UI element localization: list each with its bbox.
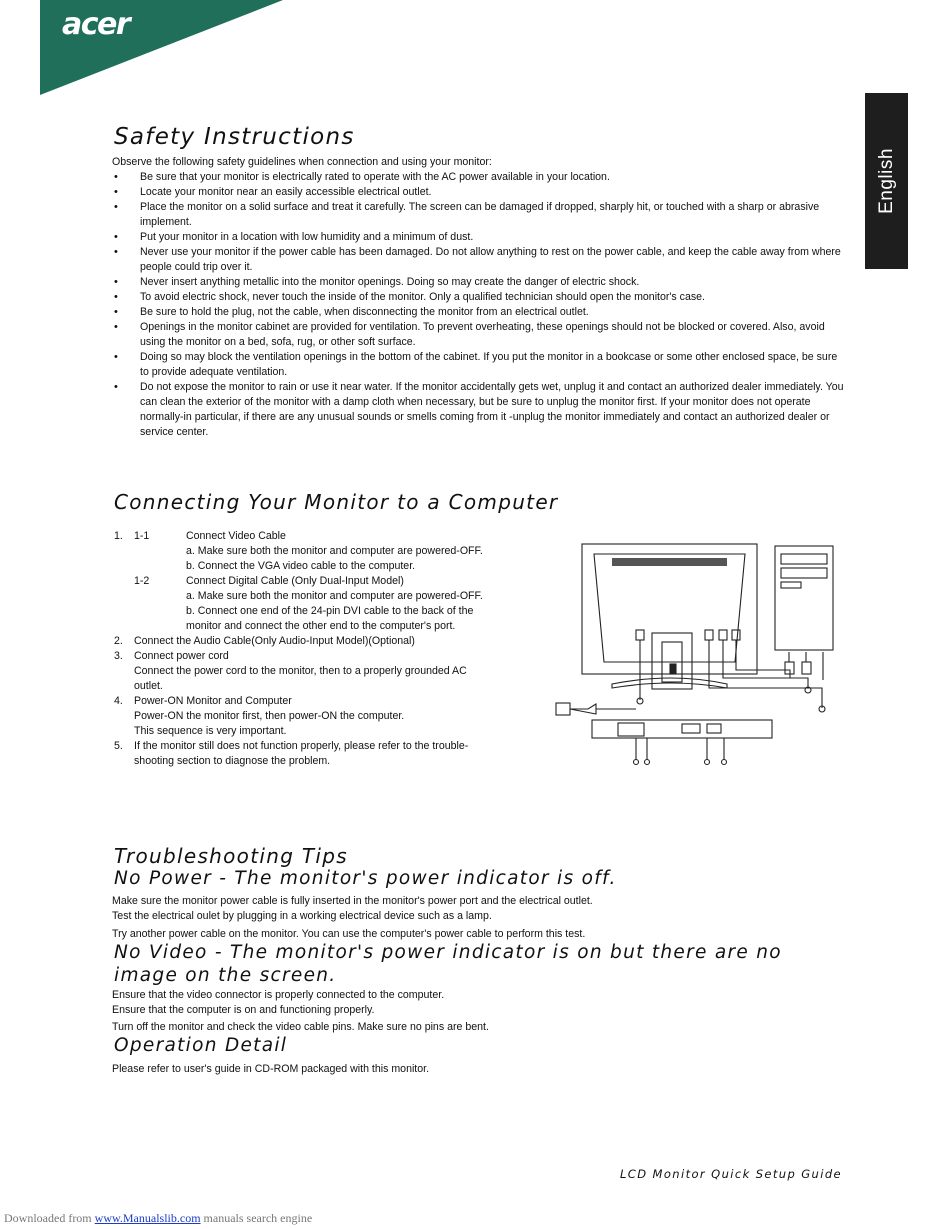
step-number: 4. (114, 695, 123, 707)
no-video-line: Ensure that the video connector is properly connected to the computer. (112, 989, 445, 1001)
step-row (114, 634, 564, 649)
step-row (114, 649, 564, 664)
step-text: b. Connect one end of the 24-pin DVI cable to the back of the (186, 605, 474, 617)
connecting-title: Connecting Your Monitor to a Computer (114, 490, 559, 514)
language-tab (865, 93, 908, 269)
step-text: Connect Video Cable (186, 530, 286, 542)
step-text: b. Connect the VGA video cable to the computer. (186, 560, 416, 572)
step-number: 3. (114, 650, 123, 662)
guide-title-footer: LCD Monitor Quick Setup Guide (620, 1167, 842, 1181)
manualslib-link[interactable]: www.Manualslib.com (94, 1211, 201, 1225)
step-text: Connect the power cord to the monitor, then to a properly grounded AC (134, 665, 467, 677)
language-tab-label: English (875, 148, 897, 214)
no-power-line: Test the electrical oulet by plugging in a working electrical device such as a lamp. (112, 910, 492, 922)
step-row (114, 664, 564, 679)
step-text: monitor and connect the other end to the computer's port. (186, 620, 456, 632)
step-row (114, 574, 564, 589)
safety-list (114, 170, 844, 440)
step-row (114, 529, 564, 544)
step-row (114, 724, 564, 739)
step-row (114, 754, 564, 769)
step-row (114, 679, 564, 694)
step-sub-number: 1-2 (134, 575, 150, 587)
list-item: • Do not expose the monitor to rain or use it near water. If the monitor accidentally gets wet, unplug it and contact an authorized dealer immediately. You can clean the exterior of the monitor with a damp cloth when necessary, but be sure to unplug the monitor first. If your monitor does not operate normally-in particular, if there are any unusual sounds or smells coming from it -unplug the monitor immediately and contact an authorized dealer or service center. (114, 380, 844, 440)
list-item: • Never insert anything metallic into the monitor openings. Doing so may create the danger of electric shock. (114, 275, 844, 290)
step-text: outlet. (134, 680, 163, 692)
download-suffix: manuals search engine (203, 1211, 313, 1225)
step-text: Connect power cord (134, 650, 229, 662)
step-text: Power-ON Monitor and Computer (134, 695, 292, 707)
step-row (114, 709, 564, 724)
list-item: • Never use your monitor if the power cable has been damaged. Do not allow anything to rest on the power cable, and keep the cable away from where people could trip over it. (114, 245, 844, 275)
step-row (114, 559, 564, 574)
step-row (114, 604, 564, 619)
step-text: Connect Digital Cable (Only Dual-Input Model) (186, 575, 404, 587)
list-item: • Doing so may block the ventilation openings in the bottom of the cabinet. If you put the monitor in a bookcase or some other enclosed space, be sure to provide adequate ventilation. (114, 350, 844, 380)
no-power-heading: No Power - The monitor's power indicator is off. (114, 868, 617, 889)
step-row (114, 589, 564, 604)
troubleshooting-title: Troubleshooting Tips (114, 844, 348, 868)
download-footer (4, 1211, 312, 1226)
step-row (114, 694, 564, 709)
operation-line: Please refer to user's guide in CD-ROM packaged with this monitor. (112, 1063, 430, 1075)
acer-logo-band (0, 0, 300, 100)
list-item: • Place the monitor on a solid surface and treat it carefully. The screen can be damaged if dropped, sharply hit, or touched with a sharp or abrasive implement. (114, 200, 844, 230)
list-item: • Locate your monitor near an easily accessible electrical outlet. (114, 185, 844, 200)
step-row (114, 544, 564, 559)
connection-diagram (552, 538, 842, 768)
step-number: 2. (114, 635, 123, 647)
step-text: If the monitor still does not function properly, please refer to the trouble- (134, 740, 469, 752)
download-prefix: Downloaded from (4, 1211, 92, 1225)
step-row (114, 619, 564, 634)
acer-logo: acer (62, 7, 130, 42)
list-item: • Be sure to hold the plug, not the cable, when disconnecting the monitor from an electrical outlet. (114, 305, 844, 320)
no-power-line: Try another power cable on the monitor. You can use the computer's power cable to perform this test. (112, 928, 586, 940)
step-text: Power-ON the monitor first, then power-ON the computer. (134, 710, 405, 722)
step-row (114, 739, 564, 754)
no-video-line: Turn off the monitor and check the video cable pins. Make sure no pins are bent. (112, 1021, 489, 1033)
list-item: • Put your monitor in a location with low humidity and a minimum of dust. (114, 230, 844, 245)
safety-intro: Observe the following safety guidelines when connection and using your monitor: (112, 156, 492, 168)
step-text: a. Make sure both the monitor and computer are powered-OFF. (186, 545, 483, 557)
operation-heading: Operation Detail (114, 1035, 288, 1056)
no-power-line: Make sure the monitor power cable is fully inserted in the monitor's power port and the electrical outlet. (112, 895, 593, 907)
connection-steps (114, 529, 564, 769)
step-number: 1. (114, 530, 123, 542)
no-video-heading: No Video - The monitor's power indicator is on but there are no image on the screen. (114, 942, 782, 986)
step-text: shooting section to diagnose the problem. (134, 755, 331, 767)
step-text: This sequence is very important. (134, 725, 287, 737)
list-item: • Be sure that your monitor is electrically rated to operate with the AC power available in your location. (114, 170, 844, 185)
list-item: • To avoid electric shock, never touch the inside of the monitor. Only a qualified technician should open the monitor's case. (114, 290, 844, 305)
step-number: 5. (114, 740, 123, 752)
list-item: • Openings in the monitor cabinet are provided for ventilation. To prevent overheating, these openings should not be blocked or covered. Also, avoid using the monitor on a bed, sofa, rug, or other soft surface. (114, 320, 844, 350)
no-video-line: Ensure that the computer is on and functioning properly. (112, 1004, 375, 1016)
step-text: Connect the Audio Cable(Only Audio-Input Model)(Optional) (134, 635, 415, 647)
step-text: a. Make sure both the monitor and computer are powered-OFF. (186, 590, 483, 602)
step-sub-number: 1-1 (134, 530, 150, 542)
safety-title: Safety Instructions (114, 124, 355, 150)
